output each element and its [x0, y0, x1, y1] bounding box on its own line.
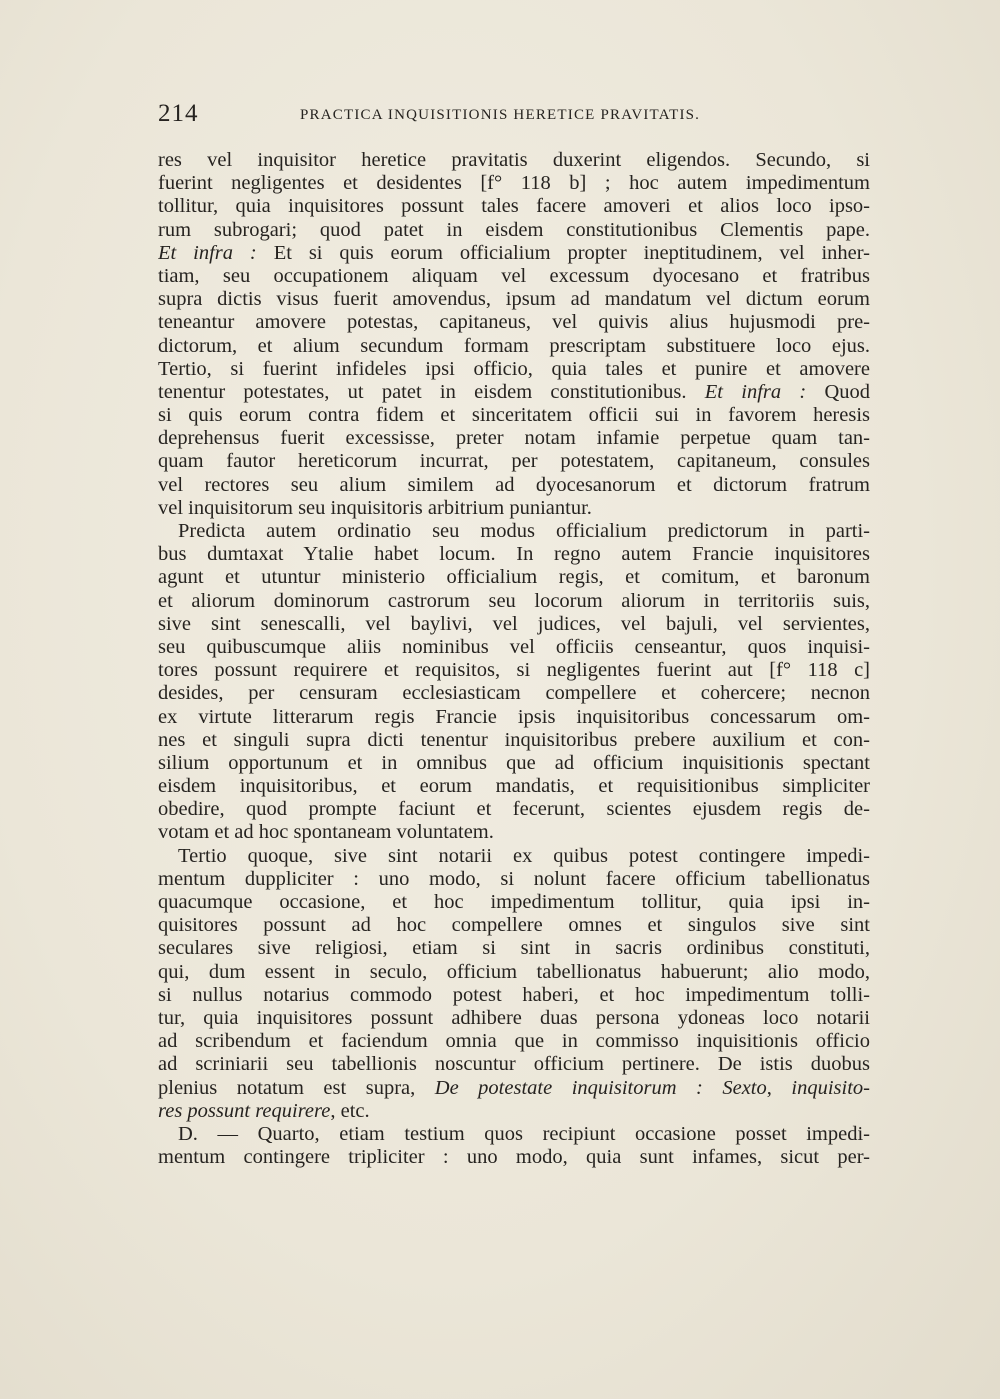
running-title: PRACTICA INQUISITIONIS HERETICE PRAVITATIS.	[300, 107, 701, 123]
paragraph-start-line: Tertio quoque, sive sint notarii ex quibus potest contingere impedi-	[178, 844, 870, 867]
text-run: Quod	[806, 380, 870, 403]
text-line: obedire, quod prompte faciunt et fecerunt, scientes ejusdem regis de-	[158, 798, 870, 821]
text-line: tur, quia inquisitores possunt adhibere duas persona ydoneas loco notarii	[158, 1006, 870, 1029]
text-line	[158, 242, 870, 265]
text-line: mentum contingere tripliciter : uno modo, quia sunt infames, sicut per-	[158, 1146, 870, 1169]
text-line: teneantur amovere potestas, capitaneus, vel quivis alius hujusmodi pre-	[158, 311, 870, 334]
text-run: tenentur potestates, ut patet in eisdem constitutionibus.	[158, 380, 705, 403]
paragraph-start-line: D. — Quarto, etiam testium quos recipiunt occasione posset impedi-	[178, 1122, 870, 1145]
text-line: quam fautor hereticorum incurrat, per potestatem, capitaneum, consules	[158, 450, 870, 473]
paragraph-start-line: Predicta autem ordinatio seu modus officialium predictorum in parti-	[178, 520, 870, 542]
text-line: seu quibuscumque aliis nominibus vel officiis censeantur, quos inquisi-	[158, 635, 870, 658]
text-line: vel rectores seu alium similem ad dyocesanorum et dictorum fratrum	[158, 473, 870, 496]
text-line: desides, per censuram ecclesiasticam compellere et cohercere; necnon	[158, 682, 870, 705]
text-line: dictorum, et alium secundum formam prescriptam substituere loco ejus.	[158, 334, 870, 357]
text-line	[158, 1077, 870, 1100]
text-run: plenius notatum est supra,	[158, 1076, 435, 1099]
text-line	[158, 381, 870, 404]
text-line: et aliorum dominorum castrorum seu locorum aliorum in territoriis suis,	[158, 589, 870, 612]
italic-reference: res possunt requirere	[158, 1099, 331, 1122]
text-line: si quis eorum contra fidem et sinceritatem officii sui in favorem heresis	[158, 404, 870, 427]
text-line: tiam, seu occupationem aliquam vel excessum dyocesano et fratribus	[158, 264, 870, 287]
text-line	[158, 1100, 870, 1123]
text-line: votam et ad hoc spontaneam voluntatem.	[158, 821, 494, 844]
text-line: eisdem inquisitoribus, et eorum mandatis, et requisitionibus simpliciter	[158, 775, 870, 798]
body-text	[158, 149, 870, 1169]
text-line: deprehensus fuerit excessisse, preter notam infamie perpetue quam tan-	[158, 427, 870, 450]
text-run: ,	[766, 1076, 792, 1099]
page-header	[158, 100, 878, 130]
text-line: supra dictis visus fuerit amovendus, ipsum ad mandatum vel dictum eorum	[158, 288, 870, 311]
text-line: sive sint senescalli, vel baylivi, vel judices, vel bajuli, vel servientes,	[158, 612, 870, 635]
text-line: qui, dum essent in seculo, officium tabellionatus habuerunt; alio modo,	[158, 960, 870, 983]
text-run: , etc.	[330, 1099, 370, 1122]
italic-reference: Et infra :	[158, 241, 257, 264]
text-line: tollitur, quia inquisitores possunt tales facere amoveri et alios loco ipso-	[158, 195, 870, 218]
text-line: seculares sive religiosi, etiam si sint in sacris ordinibus constituti,	[158, 937, 870, 960]
text-line: nes et singuli supra dicti tenentur inquisitoribus prebere auxilium et con-	[158, 728, 870, 751]
text-line: silium opportunum et in omnibus que ad officium inquisitionis spectant	[158, 751, 870, 774]
text-line: mentum duppliciter : uno modo, si nolunt facere officium tabellionatus	[158, 867, 870, 890]
text-line: vel inquisitorum seu inquisitoris arbitrium puniantur.	[158, 496, 592, 519]
italic-reference: inquisito-	[791, 1076, 870, 1099]
text-line: agunt et utuntur ministerio officialium regis, et comitum, et baronum	[158, 566, 870, 589]
text-line: bus dumtaxat Ytalie habet locum. In regno autem Francie inquisitores	[158, 543, 870, 566]
text-line: rum subrogari; quod patet in eisdem constitutionibus Clementis pape.	[158, 218, 870, 241]
text-line: tores possunt requirere et requisitos, si negligentes fuerint aut [f° 118 c]	[158, 659, 870, 682]
italic-reference: Et infra :	[704, 380, 807, 403]
text-line: Tertio, si fuerint infideles ipsi officio, quia tales et punire et amovere	[158, 357, 870, 380]
text-line: res vel inquisitor heretice pravitatis duxerint eligendos. Secundo, si	[158, 149, 870, 171]
text-line: si nullus notarius commodo potest haberi, et hoc impedimentum tolli-	[158, 983, 870, 1006]
text-line: ad scribendum et faciendum omnia que in commisso inquisitionis officio	[158, 1030, 870, 1053]
text-line: fuerint negligentes et desidentes [f° 118 b] ; hoc autem impedimentum	[158, 172, 870, 195]
page-number: 214	[158, 100, 199, 127]
text-line: ex virtute litterarum regis Francie ipsis inquisitoribus concessarum om-	[158, 705, 870, 728]
text-run: Et si quis eorum officialium propter ineptitudinem, vel inher-	[256, 241, 870, 264]
text-line: quisitores possunt ad hoc compellere omnes et singulos sive sint	[158, 914, 870, 937]
text-line: ad scriniarii seu tabellionis noscuntur officium pertinere. De istis duobus	[158, 1053, 870, 1076]
italic-reference: De potestate inquisitorum : Sexto	[434, 1076, 767, 1099]
text-line: quacumque occasione, et hoc impedimentum tollitur, quia ipsi in-	[158, 891, 870, 913]
